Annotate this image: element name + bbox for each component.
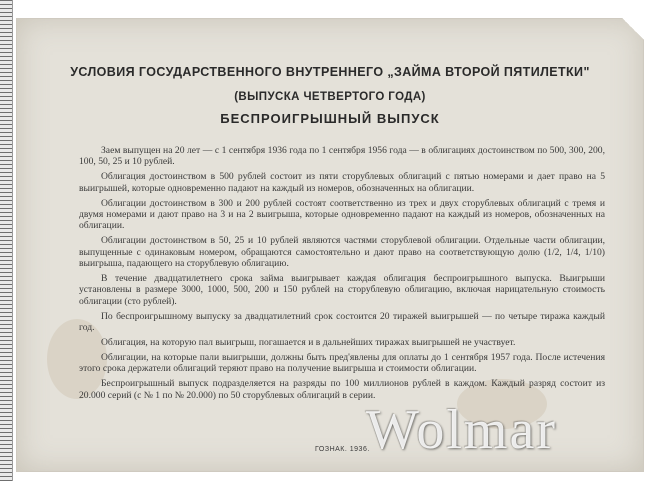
paragraph: Облигации достоинством в 300 и 200 рублей состоят соответственно из трех и двух сторублевых облигаций с тремя и двумя номерами и дают право на 3 и на 2 выигрыша, которые одновременно падают на каждый из номеров, обозначенных на облигации. [79, 197, 605, 232]
paragraph: По беспроигрышному выпуску за двадцатилетний срок состоится 20 тиражей выигрышей — по четыре тиража каждый год. [79, 310, 605, 334]
paragraph: Облигация достоинством в 500 рублей состоит из пяти сторублевых облигаций с пятью номерами и дает право на 5 выигрышей, которые одновременно падают на каждый из номеров, обозначенных на облигации. [79, 171, 605, 194]
paragraph: В течение двадцатилетнего срока займа выигрывает каждая облигация беспроигрышного выпуска. Выигрыши установлены в размере 3000, 1000, 500, 200 и 150 рублей на сторублевую облигацию, включая нарицательную стоимость облигации (сто рублей). [79, 273, 605, 307]
paragraph: Облигации, на которые пали выигрыши, должны быть пред'явлены для оплаты до 1 сентября 1957 года. После истечения этого срока держатели облигаций теряют право на получение выигрыша и стоимости облигации. [79, 352, 605, 375]
document-subtitle: (ВЫПУСКА ЧЕТВЕРТОГО ГОДА) [234, 91, 426, 103]
printer-imprint: ГОЗНАК. 1936. [315, 446, 370, 453]
document-title: УСЛОВИЯ ГОСУДАРСТВЕННОГО ВНУТРЕННЕГО „ЗАЙМА ВТОРОЙ ПЯТИЛЕТКИ" [70, 65, 590, 79]
measuring-ruler [0, 0, 13, 481]
conditions-text [79, 145, 605, 405]
paragraph: Облигация, на которую пал выигрыш, погашается и в дальнейших тиражах выигрышей не участвует. [101, 337, 516, 349]
paragraph: Заем выпущен на 20 лет — с 1 сентября 1936 года по 1 сентября 1956 года — в облигациях достоинством по 500, 300, 200, 100, 50, 25 и 10 рублей. [79, 145, 605, 168]
paragraph: Беспроигрышный выпуск подразделяется на разряды по 100 миллионов рублей в каждом. Каждый разряд состоит из 20.000 серий (с № 1 по № 20.000) по 50 сторублевых облигаций в серии. [79, 378, 605, 401]
paragraph: Облигации достоинством в 50, 25 и 10 рублей являются частями сторублевой облигации. Отдельные части облигации, выпущенные с одинаковым номером, обращаются самостоятельно и дают право на соответствующую долю (1/2, 1/4, 1/10) выигрыша, падающего на сторублевую облигацию. [79, 235, 605, 270]
folded-corner [622, 18, 644, 40]
watermark: Wolmar [366, 399, 557, 461]
document-heading: БЕСПРОИГРЫШНЫЙ ВЫПУСК [220, 111, 440, 126]
